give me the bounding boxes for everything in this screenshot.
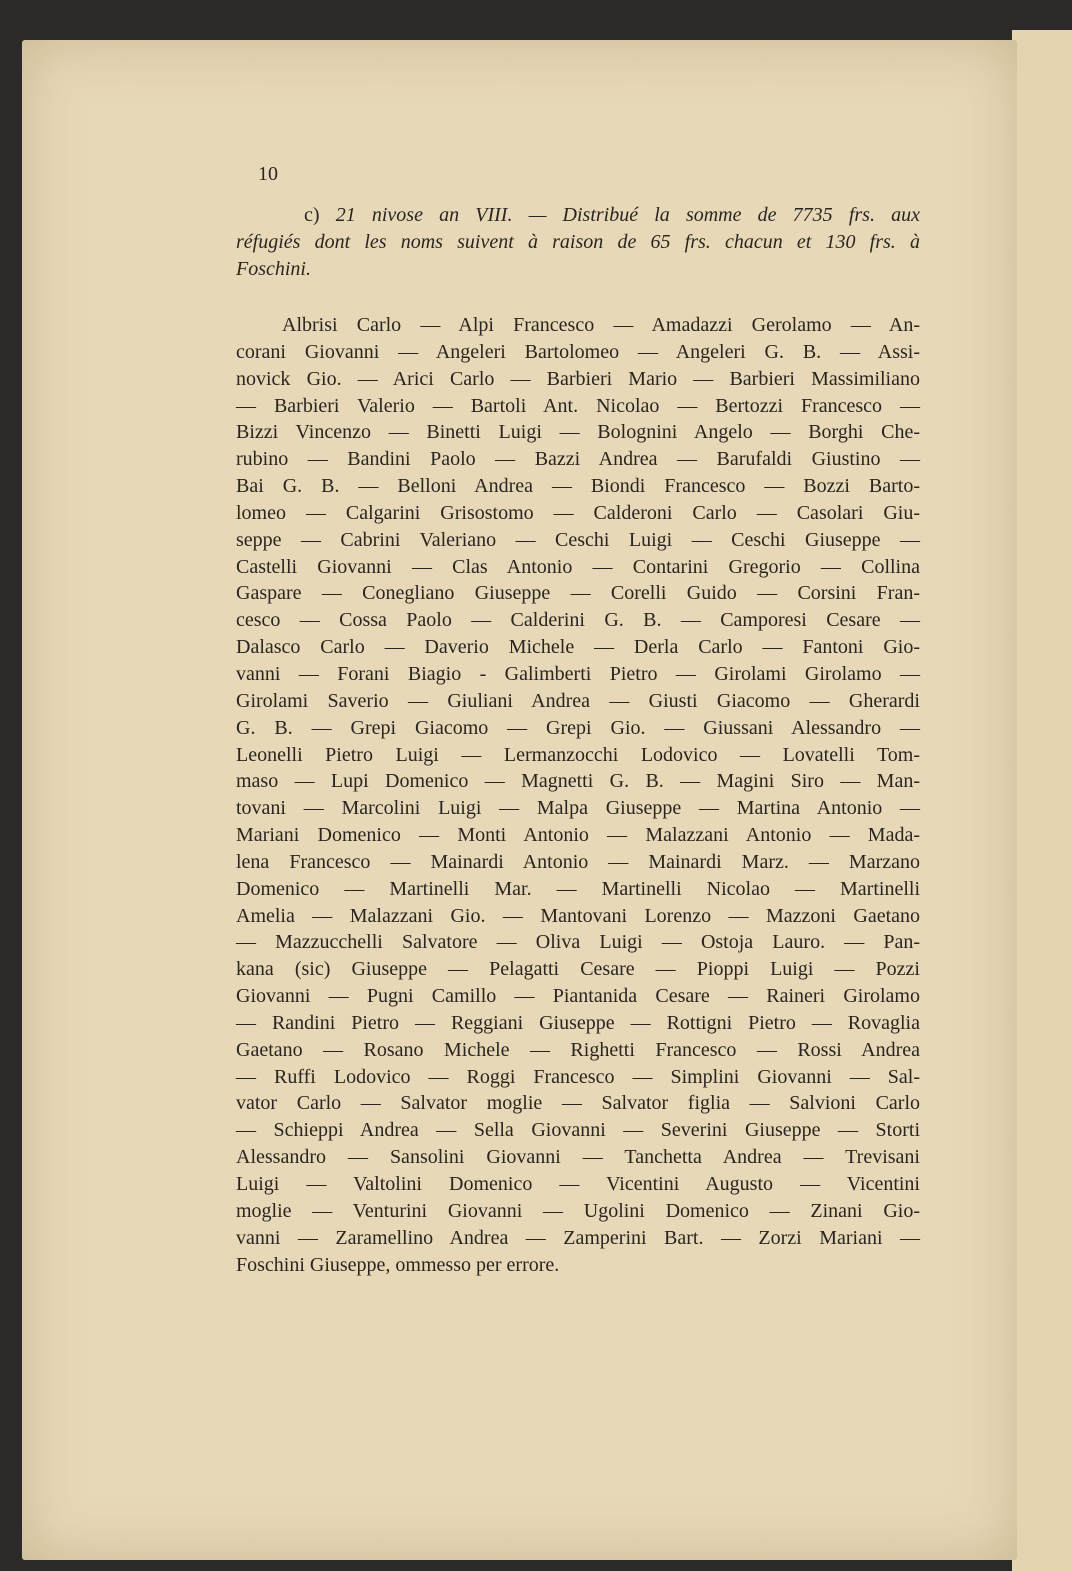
names-line: — Schieppi Andrea — Sella Giovanni — Severini Giuseppe — Storti bbox=[236, 1119, 920, 1142]
names-line: Leonelli Pietro Luigi — Lermanzocchi Lodovico — Lovatelli Tom- bbox=[236, 743, 920, 766]
names-line: vator Carlo — Salvator moglie — Salvator figlia — Salvioni Carlo bbox=[236, 1092, 920, 1115]
section-label: c) bbox=[304, 204, 320, 226]
heading-text-1: 21 nivose an VIII. — Distribué la somme de 7735 frs. aux bbox=[335, 204, 920, 226]
section-heading bbox=[236, 202, 920, 283]
names-line: Alessandro — Sansolini Giovanni — Tanchetta Andrea — Trevisani bbox=[236, 1146, 920, 1169]
page-number: 10 bbox=[258, 163, 278, 185]
names-line: Bizzi Vincenzo — Binetti Luigi — Bolognini Angelo — Borghi Che- bbox=[236, 421, 920, 444]
names-line: Dalasco Carlo — Daverio Michele — Derla Carlo — Fantoni Gio- bbox=[236, 636, 920, 659]
heading-line-1 bbox=[236, 202, 920, 229]
names-line: — Mazzucchelli Salvatore — Oliva Luigi — Ostoja Lauro. — Pan- bbox=[236, 931, 920, 954]
names-line: vanni — Forani Biagio - Galimberti Pietro — Girolami Girolamo — bbox=[236, 662, 920, 685]
names-line: moglie — Venturini Giovanni — Ugolini Domenico — Zinani Gio- bbox=[236, 1199, 920, 1222]
names-line: — Barbieri Valerio — Bartoli Ant. Nicolao — Bertozzi Francesco — bbox=[236, 394, 920, 417]
names-line: seppe — Cabrini Valeriano — Ceschi Luigi — Ceschi Giuseppe — bbox=[236, 528, 920, 551]
names-line: cesco — Cossa Paolo — Calderini G. B. — Camporesi Cesare — bbox=[236, 609, 920, 632]
refugee-names-list bbox=[236, 312, 920, 1278]
names-line: Castelli Giovanni — Clas Antonio — Contarini Gregorio — Collina bbox=[236, 555, 920, 578]
names-line: tovani — Marcolini Luigi — Malpa Giuseppe — Martina Antonio — bbox=[236, 797, 920, 820]
names-line: — Ruffi Lodovico — Roggi Francesco — Simplini Giovanni — Sal- bbox=[236, 1065, 920, 1088]
names-line: Foschini Giuseppe, ommesso per errore. bbox=[236, 1253, 560, 1276]
heading-line-3: Foschini. bbox=[236, 257, 311, 280]
names-line: Bai G. B. — Belloni Andrea — Biondi Francesco — Bozzi Barto- bbox=[236, 475, 920, 498]
names-line: Girolami Saverio — Giuliani Andrea — Giusti Giacomo — Gherardi bbox=[236, 689, 920, 712]
names-line: corani Giovanni — Angeleri Bartolomeo — Angeleri G. B. — Assi- bbox=[236, 340, 920, 363]
names-line: Domenico — Martinelli Mar. — Martinelli Nicolao — Martinelli bbox=[236, 877, 920, 900]
names-line: novick Gio. — Arici Carlo — Barbieri Mario — Barbieri Massimiliano bbox=[236, 367, 920, 390]
names-line: Luigi — Valtolini Domenico — Vicentini Augusto — Vicentini bbox=[236, 1173, 920, 1195]
names-line: lena Francesco — Mainardi Antonio — Mainardi Marz. — Marzano bbox=[236, 850, 920, 873]
names-line: kana (sic) Giuseppe — Pelagatti Cesare — Pioppi Luigi — Pozzi bbox=[236, 958, 920, 981]
names-line: Gaetano — Rosano Michele — Righetti Francesco — Rossi Andrea bbox=[236, 1038, 920, 1061]
names-line: rubino — Bandini Paolo — Bazzi Andrea — Barufaldi Giustino — bbox=[236, 448, 920, 471]
adjacent-page-edge bbox=[1012, 30, 1072, 1571]
names-line: maso — Lupi Domenico — Magnetti G. B. — Magini Siro — Man- bbox=[236, 770, 920, 793]
names-line: Albrisi Carlo — Alpi Francesco — Amadazzi Gerolamo — An- bbox=[282, 314, 920, 336]
names-line: vanni — Zaramellino Andrea — Zamperini Bart. — Zorzi Mariani — bbox=[236, 1226, 920, 1249]
names-line: — Randini Pietro — Reggiani Giuseppe — Rottigni Pietro — Rovaglia bbox=[236, 1011, 920, 1034]
names-line: Amelia — Malazzani Gio. — Mantovani Lorenzo — Mazzoni Gaetano bbox=[236, 904, 920, 927]
names-line: Giovanni — Pugni Camillo — Piantanida Cesare — Raineri Girolamo bbox=[236, 985, 920, 1008]
names-line: G. B. — Grepi Giacomo — Grepi Gio. — Giussani Alessandro — bbox=[236, 716, 920, 739]
names-line: lomeo — Calgarini Grisostomo — Calderoni Carlo — Casolari Giu- bbox=[236, 501, 920, 524]
names-line: Mariani Domenico — Monti Antonio — Malazzani Antonio — Mada- bbox=[236, 824, 920, 847]
names-line: Gaspare — Conegliano Giuseppe — Corelli Guido — Corsini Fran- bbox=[236, 582, 920, 605]
heading-line-2: réfugiés dont les noms suivent à raison de 65 frs. chacun et 130 frs. à bbox=[236, 230, 920, 253]
